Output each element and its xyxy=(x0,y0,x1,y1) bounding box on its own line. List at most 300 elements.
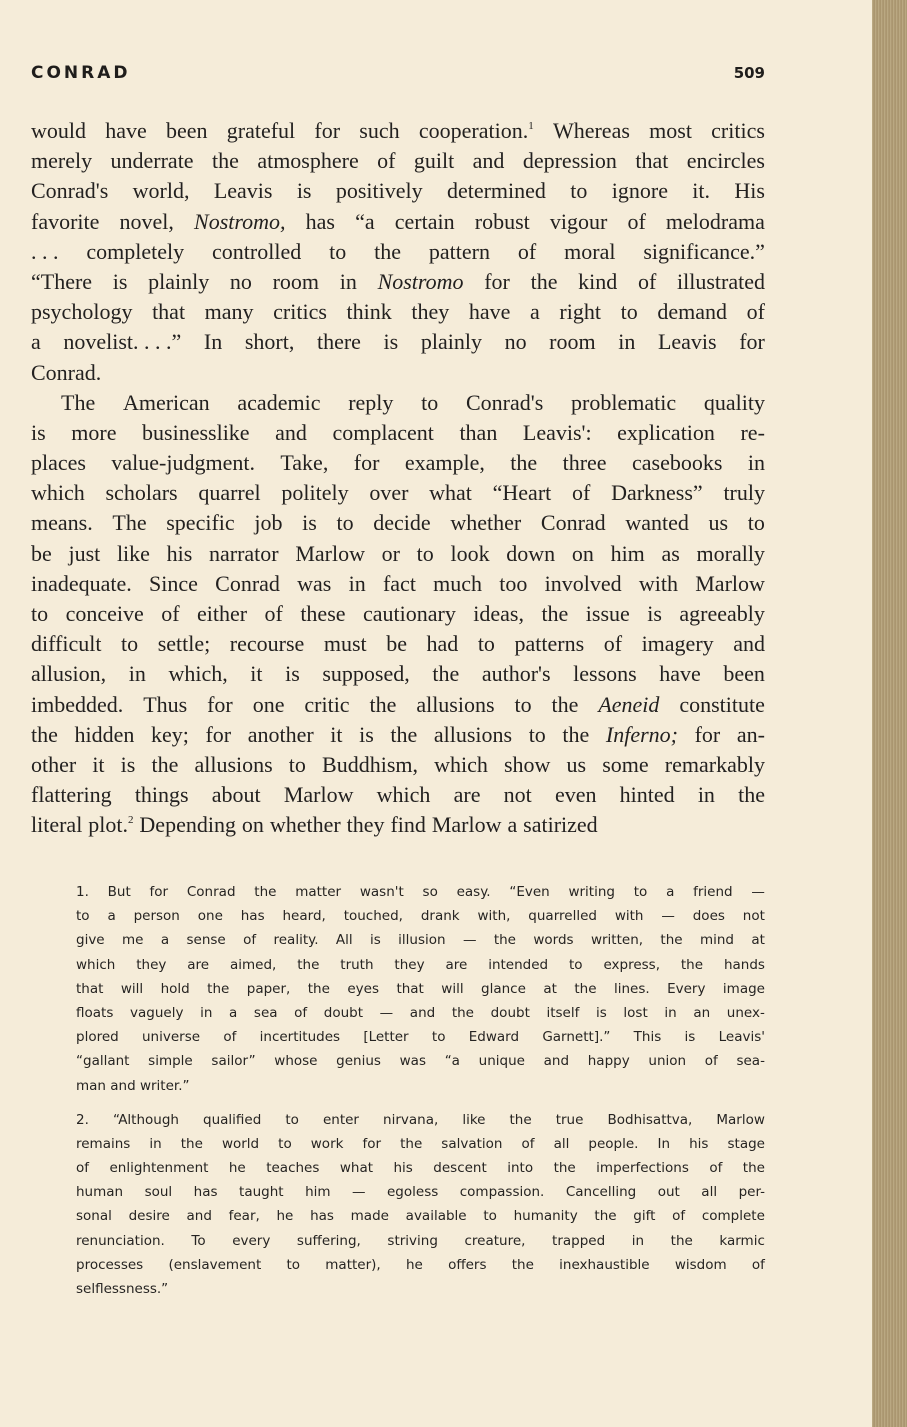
word: allusion, xyxy=(31,661,107,687)
word: it xyxy=(330,721,343,747)
body-text xyxy=(31,116,765,841)
word: compassion. xyxy=(459,1184,545,1201)
word: either xyxy=(196,601,248,626)
word: the xyxy=(374,238,402,264)
word: no xyxy=(229,268,252,294)
text-line xyxy=(31,629,765,659)
word: Conrad xyxy=(186,884,236,900)
word: three xyxy=(562,450,607,476)
word: him xyxy=(610,540,645,566)
word: enlightenment xyxy=(109,1160,209,1177)
word: no xyxy=(504,329,527,355)
word: salvation xyxy=(441,1135,503,1152)
word: give xyxy=(76,932,105,949)
word: allusions xyxy=(194,751,273,777)
word: in xyxy=(348,570,366,596)
word: specific xyxy=(166,510,235,536)
word: is xyxy=(383,329,399,355)
word: for xyxy=(149,884,169,900)
word: they xyxy=(411,299,450,325)
word: is xyxy=(112,268,128,294)
word: of xyxy=(521,1135,535,1152)
word: (enslavement xyxy=(168,1256,262,1273)
text-line xyxy=(31,810,765,840)
word: been xyxy=(723,661,765,687)
word: it. xyxy=(692,178,711,204)
word: teaches xyxy=(266,1160,320,1177)
word: aimed, xyxy=(230,956,277,973)
word: is xyxy=(285,661,300,687)
word: fact xyxy=(382,570,416,596)
word: the xyxy=(451,1004,474,1021)
word: allusions xyxy=(433,721,513,747)
word: written, xyxy=(590,932,644,949)
word: of xyxy=(264,601,283,626)
word: recourse xyxy=(229,631,305,657)
text-line xyxy=(31,237,765,267)
word: favorite xyxy=(31,208,100,234)
word: ignore xyxy=(611,178,668,204)
word: and xyxy=(472,148,505,174)
word: scholars xyxy=(105,480,178,506)
word: Bodhisattva, xyxy=(607,1111,693,1128)
word: Marlow xyxy=(431,812,502,838)
word: “There xyxy=(31,268,93,294)
word: novel, xyxy=(119,208,174,234)
word: Cancelling xyxy=(565,1184,637,1201)
word: sonal xyxy=(76,1208,112,1225)
word: Marlow xyxy=(695,570,765,596)
word: the xyxy=(432,661,460,687)
text-line xyxy=(31,327,765,357)
word: Conrad's xyxy=(31,178,109,204)
word: Conrad. xyxy=(31,359,102,385)
word: stage xyxy=(727,1135,765,1152)
word: Buddhism, xyxy=(322,751,418,777)
word: Nostromo, xyxy=(194,208,286,234)
word: vaguely xyxy=(130,1004,184,1021)
word: of xyxy=(572,480,591,506)
word: completely xyxy=(86,238,185,264)
word: was xyxy=(297,570,332,596)
text-line xyxy=(31,659,765,689)
word: which xyxy=(76,956,116,973)
word: the xyxy=(254,884,277,900)
footnote-line: man and writer.” xyxy=(76,1077,190,1094)
word: in xyxy=(631,1232,645,1249)
word: they xyxy=(346,812,385,838)
word: problematic xyxy=(571,389,677,415)
word: does xyxy=(692,908,725,925)
word: This xyxy=(633,1029,662,1046)
word: the xyxy=(307,980,330,997)
footnote-line xyxy=(76,1049,765,1073)
word: is xyxy=(120,751,136,777)
word: Depending xyxy=(139,812,236,838)
word: was xyxy=(399,1053,426,1070)
word: of xyxy=(377,148,396,174)
word: like xyxy=(462,1111,486,1128)
word: is xyxy=(596,1004,607,1021)
word: casebooks xyxy=(631,450,723,476)
word: with, xyxy=(477,908,511,925)
word: room xyxy=(549,329,596,355)
word: had xyxy=(426,631,459,657)
word: to xyxy=(569,956,583,973)
word: the xyxy=(541,601,569,626)
word: us xyxy=(708,510,729,536)
word: with xyxy=(614,908,644,925)
word: to xyxy=(121,631,139,657)
word: complete xyxy=(701,1208,765,1225)
word: the xyxy=(207,980,230,997)
word: explication xyxy=(617,419,715,445)
word: so xyxy=(422,884,438,900)
word: kind xyxy=(578,268,618,294)
word: words xyxy=(533,932,574,949)
word: he xyxy=(405,1256,423,1273)
footnote-line xyxy=(76,904,765,928)
word: lost xyxy=(623,1004,648,1021)
word: “a xyxy=(355,208,375,234)
footnote-line xyxy=(76,928,765,952)
word: there xyxy=(316,329,361,355)
word: Inferno; xyxy=(605,721,678,747)
word: to xyxy=(336,510,354,536)
footnote-line xyxy=(76,977,765,1001)
word: of xyxy=(751,1256,765,1273)
word: the xyxy=(511,1256,534,1273)
word: Edward xyxy=(468,1029,520,1046)
word: moral xyxy=(564,238,616,264)
word: of xyxy=(223,1029,237,1046)
word: into xyxy=(507,1160,534,1177)
word: critics xyxy=(711,118,765,143)
word: to xyxy=(528,721,546,747)
word: heard, xyxy=(282,908,326,925)
word: with xyxy=(638,570,679,596)
word: more xyxy=(71,419,117,445)
word: controlled xyxy=(212,238,302,264)
word: of xyxy=(709,1160,723,1177)
word: hands xyxy=(723,956,765,973)
word: happy xyxy=(587,1053,630,1070)
word: Marlow xyxy=(295,540,365,566)
word: complacent xyxy=(332,419,434,445)
word: politely xyxy=(281,480,349,506)
word: novelist. . . .” xyxy=(63,329,182,355)
word: that xyxy=(152,299,186,325)
word: imagery xyxy=(641,631,714,657)
word: whether xyxy=(269,812,341,838)
word: vigour xyxy=(549,208,608,234)
word: cautionary xyxy=(362,601,456,626)
word: itself xyxy=(546,1004,580,1021)
word: just xyxy=(68,540,101,566)
word: quarrel xyxy=(198,480,261,506)
word: that xyxy=(396,980,424,997)
footnote-line xyxy=(76,880,765,904)
word: think xyxy=(346,299,392,325)
word: friend xyxy=(693,884,733,900)
text-line xyxy=(31,569,765,599)
word: hidden xyxy=(74,721,135,747)
word: has xyxy=(310,1208,334,1225)
word: genius xyxy=(336,1053,381,1070)
word: whether xyxy=(450,510,522,536)
word: “gallant xyxy=(76,1053,130,1070)
text-line xyxy=(31,508,765,538)
word: value-judgment. xyxy=(111,450,255,476)
word: Whereas xyxy=(552,118,630,143)
footnote-line xyxy=(76,1001,765,1025)
word: truth xyxy=(340,956,374,973)
word: find xyxy=(390,812,426,838)
word: the xyxy=(680,956,704,973)
word: not xyxy=(503,782,532,808)
word: are xyxy=(453,782,481,808)
word: renunciation. xyxy=(76,1232,165,1249)
word: things xyxy=(134,782,189,808)
word: the xyxy=(509,1111,532,1128)
word: person xyxy=(133,908,180,925)
word: Leavis': xyxy=(522,419,592,445)
word: quarrelled xyxy=(528,908,597,925)
word: to xyxy=(285,1111,299,1128)
word: doubt xyxy=(323,1004,364,1021)
word: much xyxy=(433,570,483,596)
footnote-1 xyxy=(76,880,765,1098)
word: to xyxy=(514,691,532,717)
word: “a xyxy=(444,1053,460,1070)
word: — xyxy=(661,908,675,925)
word: melodrama xyxy=(665,208,765,234)
word: the xyxy=(670,1232,693,1249)
word: literal xyxy=(31,812,83,838)
word: positively xyxy=(335,178,423,204)
word: true xyxy=(555,1111,584,1128)
word: significance.” xyxy=(643,238,765,264)
word: the xyxy=(530,268,558,294)
word: one xyxy=(197,908,223,925)
text-line xyxy=(31,478,765,508)
word: in xyxy=(697,782,715,808)
word: eyes xyxy=(347,980,379,997)
word: truly xyxy=(723,480,765,506)
text-line xyxy=(31,750,765,780)
word: Conrad xyxy=(540,510,606,536)
word: illusion xyxy=(398,932,446,949)
word: re- xyxy=(740,419,765,445)
word: morally xyxy=(696,540,765,566)
word: the xyxy=(369,691,397,717)
word: the xyxy=(551,691,579,717)
word: In xyxy=(203,329,223,355)
text-line xyxy=(31,418,765,448)
word: [Letter xyxy=(363,1029,409,1046)
word: is xyxy=(647,601,662,626)
word: psychology xyxy=(31,299,133,325)
word: has xyxy=(193,1184,218,1201)
word: too xyxy=(499,570,528,596)
page-header xyxy=(31,63,765,89)
word: — xyxy=(462,932,477,949)
word: him xyxy=(305,1184,331,1201)
word: to xyxy=(483,1208,497,1225)
word: of xyxy=(517,238,537,264)
word: has xyxy=(240,908,265,925)
word: most xyxy=(649,118,692,143)
word: the xyxy=(151,751,179,777)
word: intended xyxy=(488,956,549,973)
word: 2. xyxy=(76,1111,89,1128)
word: the xyxy=(553,1160,576,1177)
word: must xyxy=(323,631,367,657)
word: to xyxy=(431,1029,446,1046)
word: unique xyxy=(478,1053,525,1070)
word: Take, xyxy=(280,450,329,476)
word: Leavis xyxy=(213,178,273,204)
footnote-2 xyxy=(76,1108,765,1302)
word: the xyxy=(574,980,597,997)
word: sense xyxy=(186,932,226,949)
word: issue xyxy=(585,601,630,626)
word: which, xyxy=(168,661,228,687)
word: been xyxy=(166,118,208,143)
word: businesslike xyxy=(142,419,250,445)
word: of xyxy=(76,1160,90,1177)
word: Marlow xyxy=(283,782,354,808)
word: the xyxy=(180,1135,203,1152)
word: an- xyxy=(736,721,765,747)
word: satirized xyxy=(523,812,598,838)
word: Thus xyxy=(143,691,188,717)
word: plot.$^2$ xyxy=(88,812,134,838)
word: in xyxy=(200,1004,213,1021)
word: floats xyxy=(76,1004,114,1021)
word: his xyxy=(166,540,193,566)
word: doubt xyxy=(490,1004,530,1021)
word: be xyxy=(386,631,407,657)
running-head: CONRAD xyxy=(31,63,131,83)
word: of xyxy=(161,601,180,626)
word: reply xyxy=(348,389,394,415)
text-line xyxy=(31,690,765,720)
word: and xyxy=(543,1053,570,1070)
word: simple xyxy=(148,1053,193,1070)
word: nirvana, xyxy=(383,1111,439,1128)
word: plored xyxy=(76,1029,119,1046)
word: glance xyxy=(481,980,526,997)
word: depression xyxy=(522,148,617,174)
word: Darkness” xyxy=(611,480,703,506)
word: image xyxy=(722,980,765,997)
word: allusions xyxy=(416,691,495,717)
text-line xyxy=(31,207,765,237)
word: cooperation.$^1$ xyxy=(418,118,534,143)
word: a xyxy=(530,299,540,325)
word: wisdom xyxy=(674,1256,727,1273)
word: in xyxy=(747,450,765,476)
word: lessons xyxy=(573,661,637,687)
word: is xyxy=(359,721,374,747)
text-line xyxy=(31,267,765,297)
footnote-line xyxy=(76,1253,765,1277)
footnote-line: selflessness.” xyxy=(76,1281,169,1297)
word: a xyxy=(31,329,41,355)
word: other xyxy=(31,751,77,777)
footnote-line xyxy=(76,1156,765,1180)
word: descent xyxy=(433,1160,487,1177)
word: like xyxy=(116,540,150,566)
word: easy. xyxy=(456,884,491,900)
word: as xyxy=(661,540,680,566)
word: imperfections xyxy=(596,1160,689,1177)
word: — xyxy=(379,1004,394,1021)
word: all xyxy=(553,1135,570,1152)
word: sea- xyxy=(736,1053,765,1070)
word: soul xyxy=(144,1184,173,1201)
word: on xyxy=(241,812,264,838)
word: key; xyxy=(150,721,189,747)
word: made xyxy=(350,1208,389,1225)
word: inexhaustible xyxy=(559,1256,650,1273)
page-number: 509 xyxy=(733,64,765,82)
word: 1. xyxy=(76,884,89,900)
page-edge xyxy=(872,0,907,1427)
word: of xyxy=(603,631,623,657)
word: His xyxy=(734,178,765,204)
word: plainly xyxy=(420,329,482,355)
word: flattering xyxy=(31,782,112,808)
word: or xyxy=(381,540,400,566)
word: available xyxy=(405,1208,467,1225)
footnote-line xyxy=(76,953,765,977)
word: The xyxy=(61,389,96,415)
word: in xyxy=(664,1004,677,1021)
word: Conrad xyxy=(215,570,280,596)
word: — xyxy=(751,884,765,900)
text-line xyxy=(31,780,765,810)
word: sailor” xyxy=(211,1053,256,1070)
word: — xyxy=(352,1184,366,1201)
footnote-line xyxy=(76,1204,765,1228)
word: for xyxy=(353,450,380,476)
word: unex- xyxy=(726,1004,765,1021)
word: incertitudes xyxy=(259,1029,341,1046)
word: of xyxy=(672,1208,686,1225)
word: fear, xyxy=(228,1208,260,1225)
word: hold xyxy=(160,980,190,997)
word: at xyxy=(751,932,765,949)
word: will xyxy=(441,980,464,997)
word: to xyxy=(477,631,495,657)
word: work xyxy=(310,1135,344,1152)
word: egoless xyxy=(387,1184,439,1201)
footnote-line xyxy=(76,1180,765,1204)
word: grateful xyxy=(226,118,296,143)
word: remains xyxy=(76,1135,131,1152)
word: offers xyxy=(448,1256,487,1273)
word: in xyxy=(618,329,636,355)
word: touched, xyxy=(343,908,403,925)
word: Nostromo xyxy=(377,268,464,294)
word: has xyxy=(305,208,335,234)
word: is xyxy=(302,510,317,536)
word: even xyxy=(554,782,597,808)
word: a xyxy=(107,908,116,925)
word: one xyxy=(252,691,285,717)
